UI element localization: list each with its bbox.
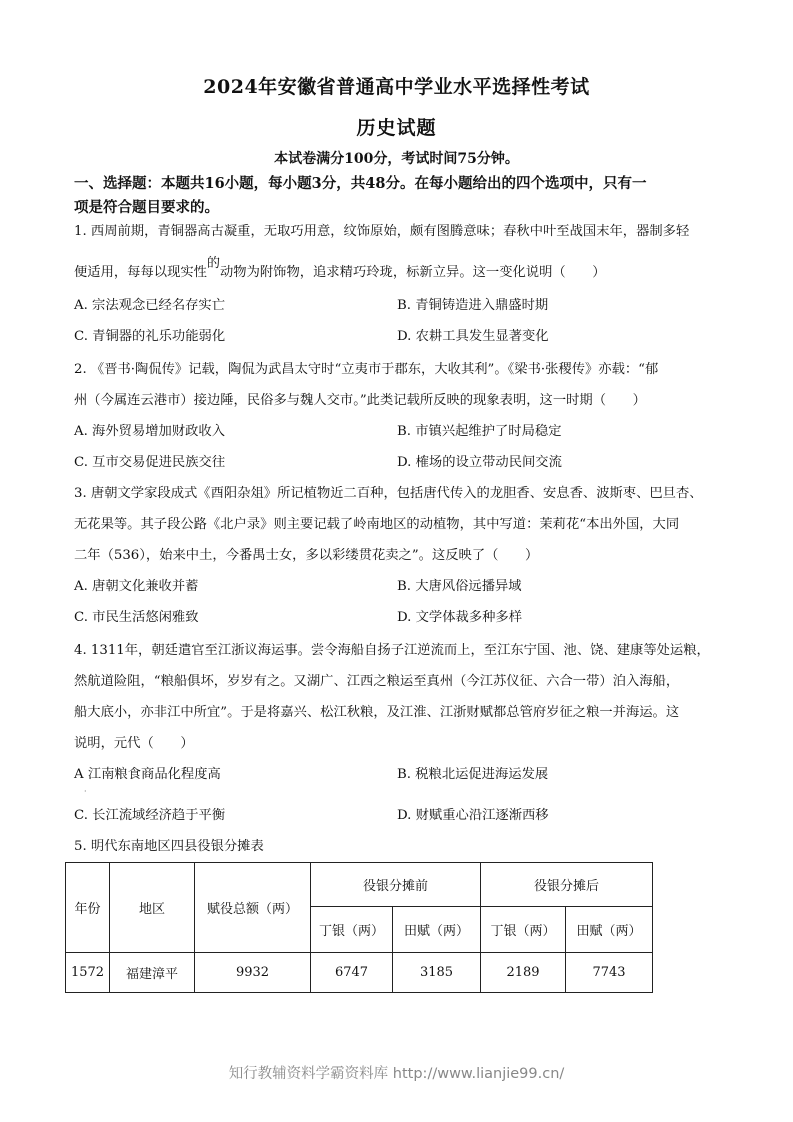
section-heading-line1: 一、选择题：本题共16小题，每小题3分，共48分。在每小题给出的四个选项中，只有一 xyxy=(74,175,647,192)
q1-option-c: C. 青铜器的礼乐功能弱化 xyxy=(74,329,226,344)
section-heading-line2: 项是符合题目要求的。 xyxy=(74,199,219,216)
q1-option-a: A. 宗法观念已经名存实亡 xyxy=(74,298,226,313)
q4-stem-line3: 船大底小，亦非江中所宜”。于是将嘉兴、松江秋粮，及江淮、江浙财赋都总管府岁征之粮一并海运。这 xyxy=(74,705,680,720)
q1-stem-line2 xyxy=(74,256,734,282)
table-cell-tian-after: 7743 xyxy=(566,953,653,993)
table-cell-ding-before: 6747 xyxy=(311,953,393,993)
table-cell-ding-after: 2189 xyxy=(481,953,566,993)
q2-option-b: B. 市镇兴起维护了时局稳定 xyxy=(397,424,562,439)
q3-option-b: B. 大唐风俗远播异域 xyxy=(397,579,522,594)
q1-stem-line2a: 便适用，每每以现实性 xyxy=(74,265,207,280)
q1-stem-line1: 1. 西周前期，青铜器高古凝重，无取巧用意，纹饰原始，颇有图腾意味；春秋中叶至战国末年，器制多轻 xyxy=(74,224,690,239)
q5-stem-line1: 5. 明代东南地区四县役银分摊表 xyxy=(74,839,264,854)
footer-watermark: 知行教辅资料学霸资料库 http://www.lianjie99.cn/ xyxy=(228,1066,565,1082)
q3-stem-line2: 无花果等。其子段公路《北户录》则主要记载了岭南地区的动植物，其中写道：茉莉花“本出外国，大同 xyxy=(74,517,680,532)
table-header-ding-after: 丁银（两） xyxy=(481,907,566,953)
table-cell-tian-before: 3185 xyxy=(393,953,481,993)
stray-dot-mark: · xyxy=(84,787,87,796)
q4-option-c: C. 长江流域经济趋于平衡 xyxy=(74,808,226,823)
section-heading xyxy=(74,172,734,220)
q3-option-a: A. 唐朝文化兼收并蓄 xyxy=(74,579,199,594)
q1-stem-line2b: 动物为附饰物，追求精巧玲珑，标新立异。这一变化说明（ ） xyxy=(219,265,606,280)
table-header-total: 赋役总额（两） xyxy=(195,863,311,953)
q4-option-a: A 江南粮食商品化程度高 xyxy=(74,767,221,782)
q4-stem-line2: 然航道险阻，“粮船俱坏，岁岁有之。又湖广、江西之粮运至真州（今江苏仪征、六合一带）泊入海船， xyxy=(74,674,680,689)
q4-option-b: B. 税粮北运促进海运发展 xyxy=(397,767,549,782)
table-row xyxy=(66,953,653,993)
table-cell-year: 1572 xyxy=(66,953,110,993)
q3-option-d: D. 文学体裁多种多样 xyxy=(397,610,523,625)
silver-allocation-table xyxy=(65,862,653,993)
q4-stem-line4: 说明，元代（ ） xyxy=(74,736,194,751)
q1-stem-line2-raised: 的 xyxy=(206,256,220,271)
q1-option-b: B. 青铜铸造进入鼎盛时期 xyxy=(397,298,549,313)
q2-stem-line1: 2. 《晋书·陶侃传》记载，陶侃为武昌太守时“立夷市于郡东，大收其利”。《梁书·张稷传》亦载：“郁 xyxy=(74,362,659,377)
q2-stem-line2: 州（今属连云港市）接边陲，民俗多与魏人交市。”此类记载所反映的现象表明，这一时期（ ） xyxy=(74,393,646,408)
exam-note: 本试卷满分100分，考试时间75分钟。 xyxy=(274,151,519,167)
q2-option-d: D. 榷场的设立带动民间交流 xyxy=(397,455,562,470)
q4-option-d: D. 财赋重心沿江逐渐西移 xyxy=(397,808,549,823)
table-header-year: 年份 xyxy=(66,863,110,953)
q3-stem-line1: 3. 唐朝文学家段成式《酉阳杂俎》所记植物近二百种，包括唐代传入的龙胆香、安息香、波斯枣、巴旦杏、 xyxy=(74,486,703,501)
q3-stem-line3: 二年（536），始来中土，今番禺士女，多以彩缕贯花卖之”。这反映了（ ） xyxy=(74,548,539,563)
exam-title: 2024年安徽省普通高中学业水平选择性考试 xyxy=(203,76,590,98)
q3-option-c: C. 市民生活悠闲雅致 xyxy=(74,610,199,625)
q2-option-c: C. 互市交易促进民族交往 xyxy=(74,455,226,470)
table-header-tian-after: 田赋（两） xyxy=(566,907,653,953)
table-cell-region: 福建漳平 xyxy=(110,953,195,993)
q2-option-a: A. 海外贸易增加财政收入 xyxy=(74,424,226,439)
table-header-region: 地区 xyxy=(110,863,195,953)
table-cell-total: 9932 xyxy=(195,953,311,993)
table-header-ding-before: 丁银（两） xyxy=(311,907,393,953)
q4-stem-line1: 4. 1311年，朝廷遣官至江浙议海运事。尝令海船自扬子江逆流而上，至江东宁国、池、饶、建康等处运粮， xyxy=(74,643,710,658)
exam-subtitle: 历史试题 xyxy=(356,117,437,139)
q1-option-d: D. 农耕工具发生显著变化 xyxy=(397,329,549,344)
table-header-row xyxy=(66,863,653,907)
table-header-before: 役银分摊前 xyxy=(311,863,481,907)
table-header-after: 役银分摊后 xyxy=(481,863,653,907)
table-header-tian-before: 田赋（两） xyxy=(393,907,481,953)
